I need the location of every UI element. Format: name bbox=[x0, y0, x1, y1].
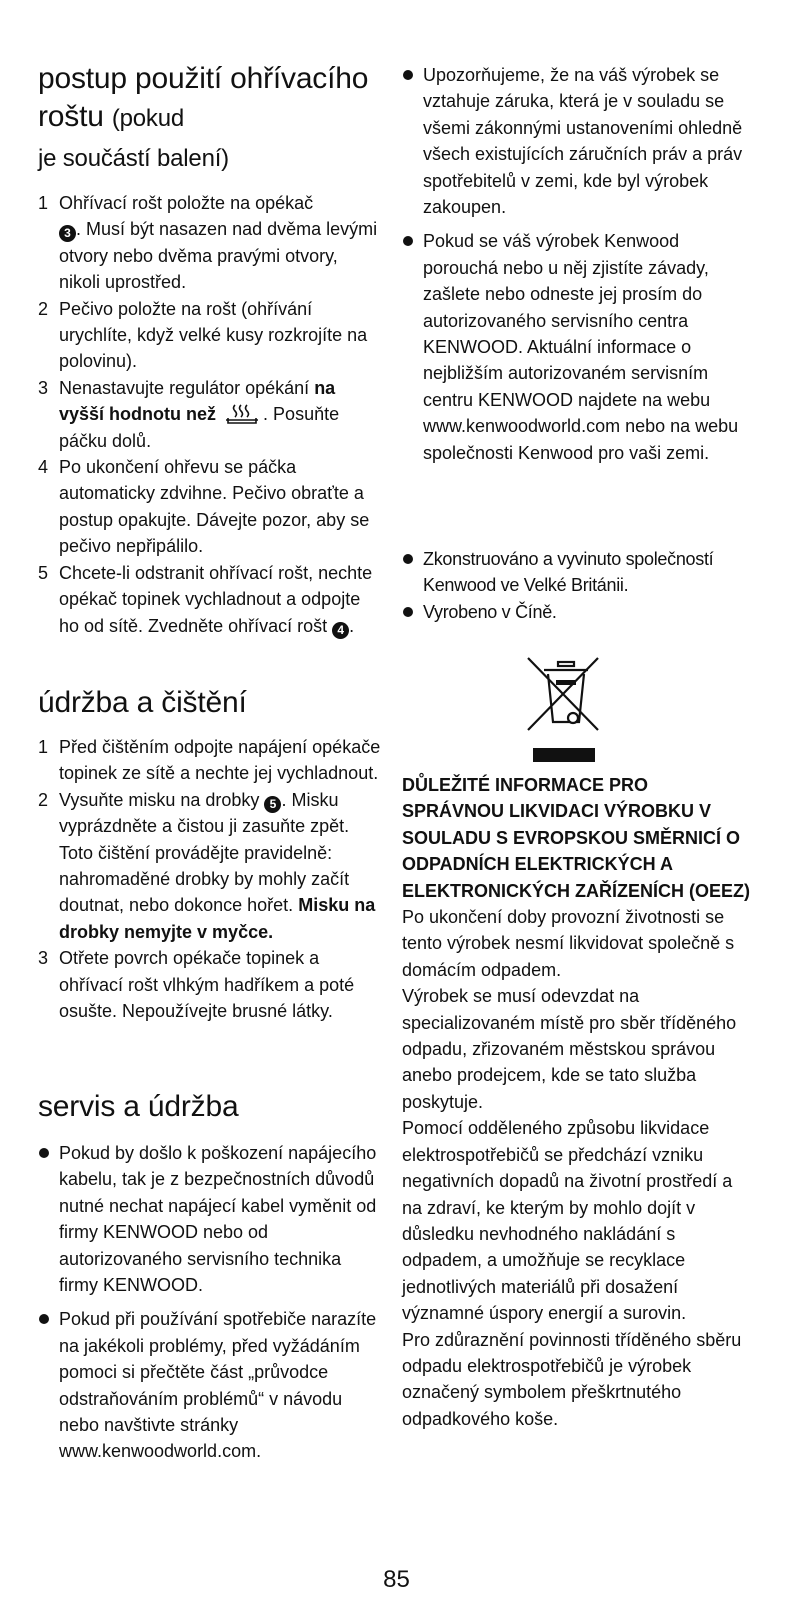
service-section bbox=[38, 1088, 383, 1465]
list-item bbox=[38, 560, 383, 639]
weee-section bbox=[402, 772, 752, 1432]
cleaning-steps-list bbox=[38, 734, 383, 1024]
list-item bbox=[38, 734, 383, 787]
step-text: . Posuňte páčku dolů. bbox=[59, 404, 340, 451]
step-text: . Musí být nasazen nad dvěma levými otvory nebo dvěma pravými otvory, nikoli uprostřed. bbox=[59, 219, 378, 293]
list-item bbox=[402, 62, 747, 220]
weee-paragraph: Výrobek se musí odevzdat na specializovaném místě pro sběr tříděného odpadu, zřizovaném městskou správou anebo prodejcem, kde se tato služba poskytuje. bbox=[402, 986, 737, 1112]
page-number: 85 bbox=[383, 1566, 410, 1593]
step-text: Ohřívací rošt položte na opékač bbox=[59, 193, 314, 213]
list-item bbox=[38, 190, 383, 296]
origin-bullet-list bbox=[402, 546, 752, 625]
step-text: Chcete-li odstranit ohřívací rošt, nechte opékač topinek vychladnout a odpojte ho od sítě. Zvedněte ohřívací rošt bbox=[59, 562, 373, 636]
list-item bbox=[402, 228, 747, 466]
bullet-text: Pokud při používání spotřebiče narazíte na jakékoli problémy, před vyžádáním pomoci si přečtěte část „průvodce odstraňováním problémů“ v návodu nebo navštivte stránky www.kenwoodworld.com. bbox=[59, 1309, 377, 1462]
heat-setting-icon bbox=[225, 403, 259, 425]
step-number: 2 bbox=[38, 789, 49, 810]
step-number: 4 bbox=[38, 457, 49, 478]
list-item bbox=[38, 296, 383, 375]
step-text: Pečivo položte na rošt (ohřívání urychlíte, když velké kusy rozkrojíte na polovinu). bbox=[59, 298, 368, 372]
step-bold-text: Misku na drobky nemyjte v myčce. bbox=[59, 895, 376, 942]
circled-number-icon: 3 bbox=[59, 225, 76, 242]
bullet-text: Pokud se váš výrobek Kenwood porouchá nebo u něj zjistíte závady, zašlete nebo odneste jej prosím do autorizovaného servisního centra KENWOOD. Aktuální informace o nejbližším autorizovaném servisním centru KENWOOD najdete na webu www.kenwoodworld.com nebo na webu společnosti Kenwood pro vaši zemi. bbox=[423, 231, 739, 463]
service-heading: servis a údržba bbox=[38, 1090, 239, 1123]
list-item bbox=[38, 1140, 383, 1298]
weee-paragraph: Pro zdůraznění povinnosti tříděného sběru odpadu elektrospotřebičů je výrobek označený symbolem přeškrtnutého odpadkového koše. bbox=[402, 1329, 742, 1429]
step-number: 1 bbox=[38, 193, 49, 213]
step-text: Po ukončení ohřevu se páčka automaticky zdvihne. Pečivo obraťte a postup opakujte. Dávejte pozor, aby se pečivo nepřipálilo. bbox=[59, 457, 370, 557]
list-item bbox=[402, 599, 752, 625]
step-text: Nenastavujte regulátor opékání bbox=[59, 377, 310, 398]
circled-number-icon: 4 bbox=[332, 622, 349, 639]
cleaning-section bbox=[38, 684, 383, 1024]
list-item bbox=[38, 945, 383, 1024]
step-text: . Misku vyprázdněte a čistou ji zasuňte zpět. Toto čištění provádějte pravidelně: nahromaděné drobky by mohly začít doutnat, nebo dokonce hořet. bbox=[59, 789, 350, 916]
step-number: 2 bbox=[38, 298, 49, 319]
weee-paragraph: Po ukončení doby provozní životnosti se tento výrobek nesmí likvidovat společně s domácím odpadem. bbox=[402, 907, 735, 980]
bullet-text: Upozorňujeme, že na váš výrobek se vztahuje záruka, která je v souladu se všemi zákonnými ustanoveními ohledně všech existujících záručních práv a práv spotřebitelů v zemi, kde byl výrobek zakoupen. bbox=[423, 65, 743, 218]
step-number: 3 bbox=[38, 377, 49, 398]
list-item bbox=[38, 1306, 383, 1464]
heating-rack-section bbox=[38, 60, 383, 639]
step-text: Otřete povrch opékače topinek a ohřívací rošt vlhkým hadříkem a poté osušte. Nepoužívejte brusné látky. bbox=[59, 948, 355, 1022]
bullet-text: Pokud by došlo k poškození napájecího kabelu, tak je z bezpečnostních důvodů nutné nechat napájecí kabel vyměnit od firmy KENWOOD nebo od autorizovaného servisního technika firmy KENWOOD. bbox=[59, 1143, 377, 1296]
heading-main-text: postup použití ohřívacího roštu bbox=[38, 62, 369, 133]
heating-steps-list bbox=[38, 190, 383, 639]
step-number: 5 bbox=[38, 562, 49, 583]
list-item bbox=[38, 787, 383, 945]
list-item bbox=[38, 454, 383, 560]
bullet-text: Zkonstruováno a vyvinuto společností Kenwood ve Velké Británii. bbox=[423, 549, 714, 596]
heading-paren-text: (pokud bbox=[111, 105, 185, 132]
service-bullet-list bbox=[38, 1140, 383, 1465]
weee-heading: DŮLEŽITÉ INFORMACE PRO SPRÁVNOU LIKVIDACI VÝROBKU V SOULADU S EVROPSKOU SMĚRNICÍ O ODPADNÍCH ELEKTRICKÝCH A ELEKTRONICKÝCH ZAŘÍZENÍCH (OEEZ) bbox=[402, 775, 750, 901]
step-number: 1 bbox=[38, 737, 49, 757]
heading-paren-text-2: je součástí balení) bbox=[38, 145, 229, 172]
bullet-text: Vyrobeno v Číně. bbox=[423, 601, 557, 622]
list-item bbox=[402, 546, 752, 599]
list-item bbox=[38, 375, 383, 454]
step-text: Před čištěním odpojte napájení opékače topinek ze sítě a nechte jej vychladnout. bbox=[59, 737, 381, 784]
step-bold-text: na vyšší hodnotu než bbox=[59, 377, 336, 425]
step-text: . bbox=[349, 615, 355, 636]
cleaning-heading: údržba a čištění bbox=[38, 686, 247, 719]
step-text: Vysuňte misku na drobky bbox=[59, 789, 260, 810]
step-number: 3 bbox=[38, 948, 49, 969]
heating-rack-heading bbox=[38, 60, 383, 176]
circled-number-icon: 5 bbox=[264, 796, 281, 813]
warranty-bullet-list bbox=[402, 62, 747, 466]
crossed-bin-icon bbox=[526, 656, 606, 768]
weee-paragraph: Pomocí odděleného způsobu likvidace elektrospotřebičů se předchází vzniku negativních dopadů na životní prostředí a na zdraví, ke kterým by mohlo dojít v důsledku nevhodného nakládání s odpadem, a umožňuje se recyklace jednotlivých materiálů při dosažení významné úspory energií a surovin. bbox=[402, 1118, 733, 1324]
